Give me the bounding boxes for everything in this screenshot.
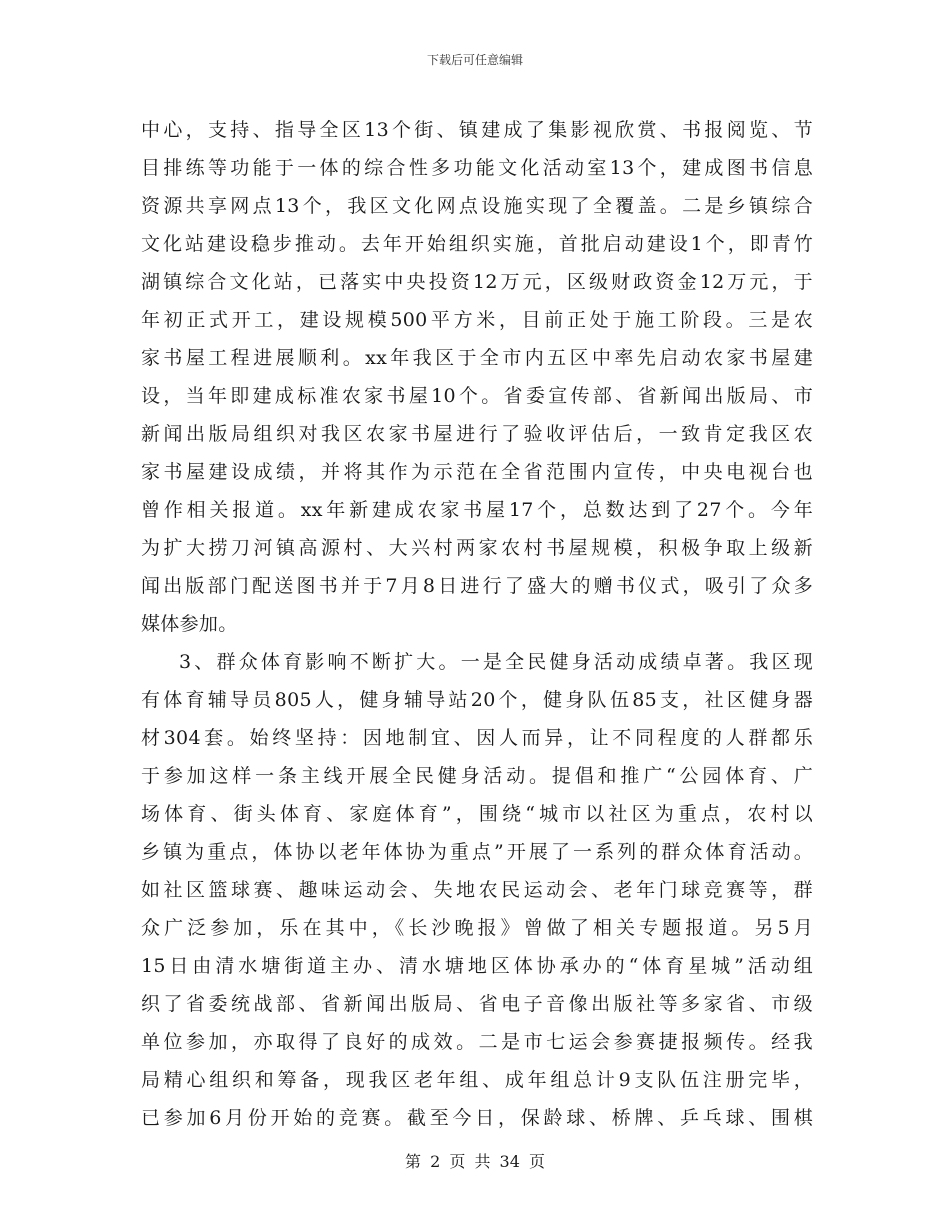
text-line: 文化站建设稳步推动。去年开始组织实施，首批启动建设1个，即青竹 [141, 233, 813, 255]
text-line: 已参加6月份开始的竞赛。截至今日，保龄球、桥牌、乒乓球、围棋 [141, 1107, 813, 1129]
page-header-note: 下载后可任意编辑 [426, 53, 523, 67]
text-line: 家书屋建设成绩，并将其作为示范在全省范围内宣传，中央电视台也 [141, 461, 813, 483]
text-line: 闻出版部门配送图书并于7月8日进行了盛大的赠书仪式，吸引了众多 [141, 575, 813, 597]
text-line: 局精心组织和筹备，现我区老年组、成年组总计9支队伍注册完毕， [141, 1069, 813, 1091]
text-line: 15日由清水塘街道主办、清水塘地区体协承办的“体育星城”活动组 [141, 955, 813, 977]
document-body [141, 111, 813, 1137]
paragraph-start-line: 3、群众体育影响不断扩大。一是全民健身活动成绩卓著。我区现 [179, 651, 813, 673]
text-line: 目排练等功能于一体的综合性多功能文化活动室13个，建成图书信息 [141, 157, 813, 179]
text-line: 有体育辅导员805人，健身辅导站20个，健身队伍85支，社区健身器 [141, 689, 813, 711]
text-line: 为扩大捞刀河镇高源村、大兴村两家农村书屋规模，积极争取上级新 [141, 537, 813, 559]
text-line: 场体育、街头体育、家庭体育”，围绕“城市以社区为重点，农村以 [141, 803, 813, 825]
text-line: 新闻出版局组织对我区农家书屋进行了验收评估后，一致肯定我区农 [141, 423, 813, 445]
text-line: 乡镇为重点，体协以老年体协为重点”开展了一系列的群众体育活动。 [141, 841, 813, 863]
text-line: 中心，支持、指导全区13个街、镇建成了集影视欣赏、书报阅览、节 [141, 119, 813, 141]
text-line: 于参加这样一条主线开展全民健身活动。提倡和推广“公园体育、广 [141, 765, 813, 787]
text-line: 家书屋工程进展顺利。xx年我区于全市内五区中率先启动农家书屋建 [141, 347, 813, 369]
text-line: 材304套。始终坚持：因地制宜、因人而异，让不同程度的人群都乐 [141, 727, 813, 749]
text-line: 织了省委统战部、省新闻出版局、省电子音像出版社等多家省、市级 [141, 993, 813, 1015]
text-line: 众广泛参加，乐在其中，《长沙晚报》曾做了相关专题报道。另5月 [141, 917, 813, 939]
text-line: 年初正式开工，建设规模500平方米，目前正处于施工阶段。三是农 [141, 309, 813, 331]
page-number-footer: 第 2 页 共 34 页 [405, 1152, 545, 1171]
text-line: 资源共享网点13个，我区文化网点设施实现了全覆盖。二是乡镇综合 [141, 195, 813, 217]
paragraph-end-line: 媒体参加。 [141, 613, 238, 635]
text-line: 单位参加，亦取得了良好的成效。二是市七运会参赛捷报频传。经我 [141, 1031, 813, 1053]
text-line: 曾作相关报道。xx年新建成农家书屋17个，总数达到了27个。今年 [141, 499, 813, 521]
text-line: 如社区篮球赛、趣味运动会、失地农民运动会、老年门球竞赛等，群 [141, 879, 813, 901]
text-line: 湖镇综合文化站，已落实中央投资12万元，区级财政资金12万元，于 [141, 271, 813, 293]
text-line: 设，当年即建成标准农家书屋10个。省委宣传部、省新闻出版局、市 [141, 385, 813, 407]
